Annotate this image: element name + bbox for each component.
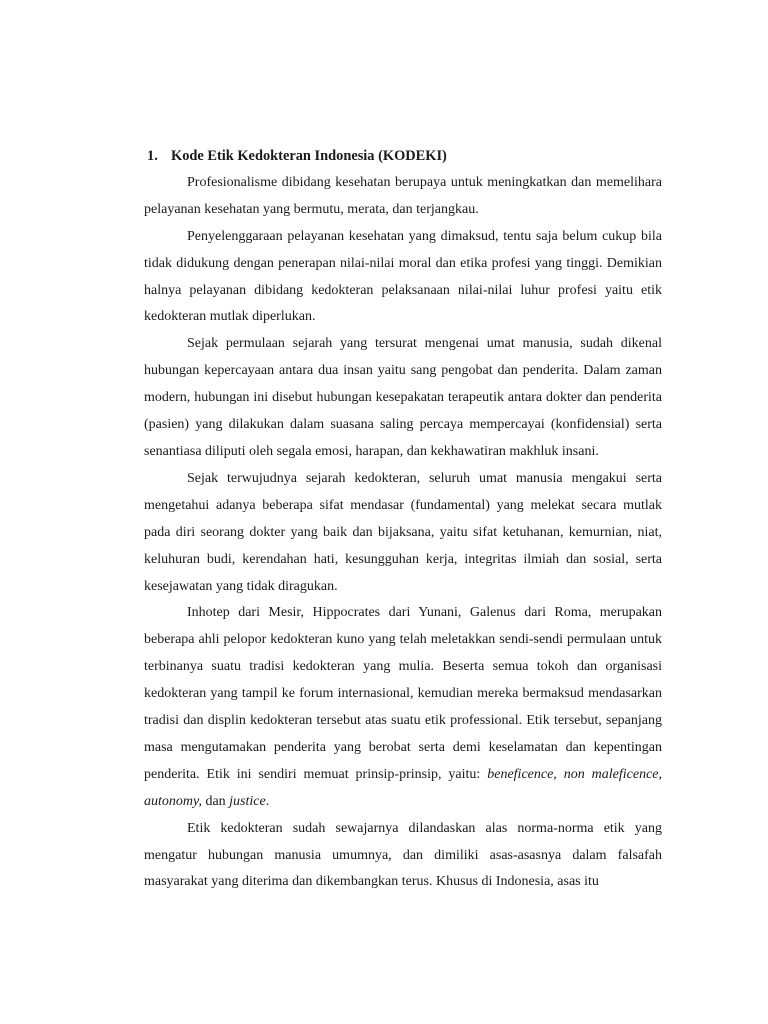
italic-justice: justice (229, 793, 266, 809)
paragraph: Profesionalisme dibidang kesehatan berupaya untuk meningkatkan dan memelihara pelayanan kesehatan yang bermutu, merata, dan terjangkau. (144, 174, 662, 217)
paragraph-end: . (265, 793, 270, 809)
section-title: Kode Etik Kedokteran Indonesia (KODEKI) (171, 148, 447, 164)
paragraph-text: Inhotep dari Mesir, Hippocrates dari Yunani, Galenus dari Roma, merupakan beberapa ahli pelopor kedokteran kuno yang telah meletakkan sendi-sendi permulaan untuk terbinanya suatu tradisi kedokteran yang mulia. Beserta semua tokoh dan organisasi kedokteran yang tampil ke forum internasional, kemudian mereka bermaksud mendasarkan tradisi dan displin kedokteran tersebut atas suatu etik professional. Etik tersebut, sepanjang masa mengutamakan penderita yang berobat serta demi keselamatan dan kepentingan penderita. Etik ini sendiri memuat prinsip-prinsip, yaitu: (144, 605, 662, 782)
italic-principles: beneficence, non maleficence, autonomy, (144, 766, 663, 809)
section-heading (147, 143, 662, 170)
paragraph: Sejak terwujudnya sejarah kedokteran, seluruh umat manusia mengakui serta mengetahui adanya beberapa sifat mendasar (fundamental) yang melekat secara mutlak pada diri seorang dokter yang baik dan bijaksana, yaitu sifat ketuhanan, kemurnian, niat, keluhuran budi, kerendahan hati, kesungguhan kerja, integritas ilmiah dan sosial, serta kesejawatan yang tidak diragukan. (144, 470, 662, 594)
section-number: 1. (147, 148, 158, 164)
paragraph: Etik kedokteran sudah sewajarnya dilandaskan alas norma-norma etik yang mengatur hubungan manusia umumnya, dan dimiliki asas-asasnya dalam falsafah masyarakat yang diterima dan dikembangkan terus. Khusus di Indonesia, asas itu (144, 820, 662, 890)
paragraph (144, 600, 662, 815)
paragraph-connector: dan (201, 793, 230, 809)
paragraph: Sejak permulaan sejarah yang tersurat mengenai umat manusia, sudah dikenal hubungan kepercayaan antara dua insan yaitu sang pengobat dan penderita. Dalam zaman modern, hubungan ini disebut hubungan kesepakatan terapeutik antara dokter dan penderita (pasien) yang dilakukan dalam suasana saling percaya mempercayai (konfidensial) serta senantiasa diliputi oleh segala emosi, harapan, dan kekhawatiran makhluk insani. (144, 336, 662, 459)
paragraph: Penyelenggaraan pelayanan kesehatan yang dimaksud, tentu saja belum cukup bila tidak didukung dengan penerapan nilai-nilai moral dan etika profesi yang tinggi. Demikian halnya pelayanan dibidang kedokteran pelaksanaan nilai-nilai luhur profesi yaitu etik kedokteran mutlak diperlukan. (144, 228, 662, 325)
